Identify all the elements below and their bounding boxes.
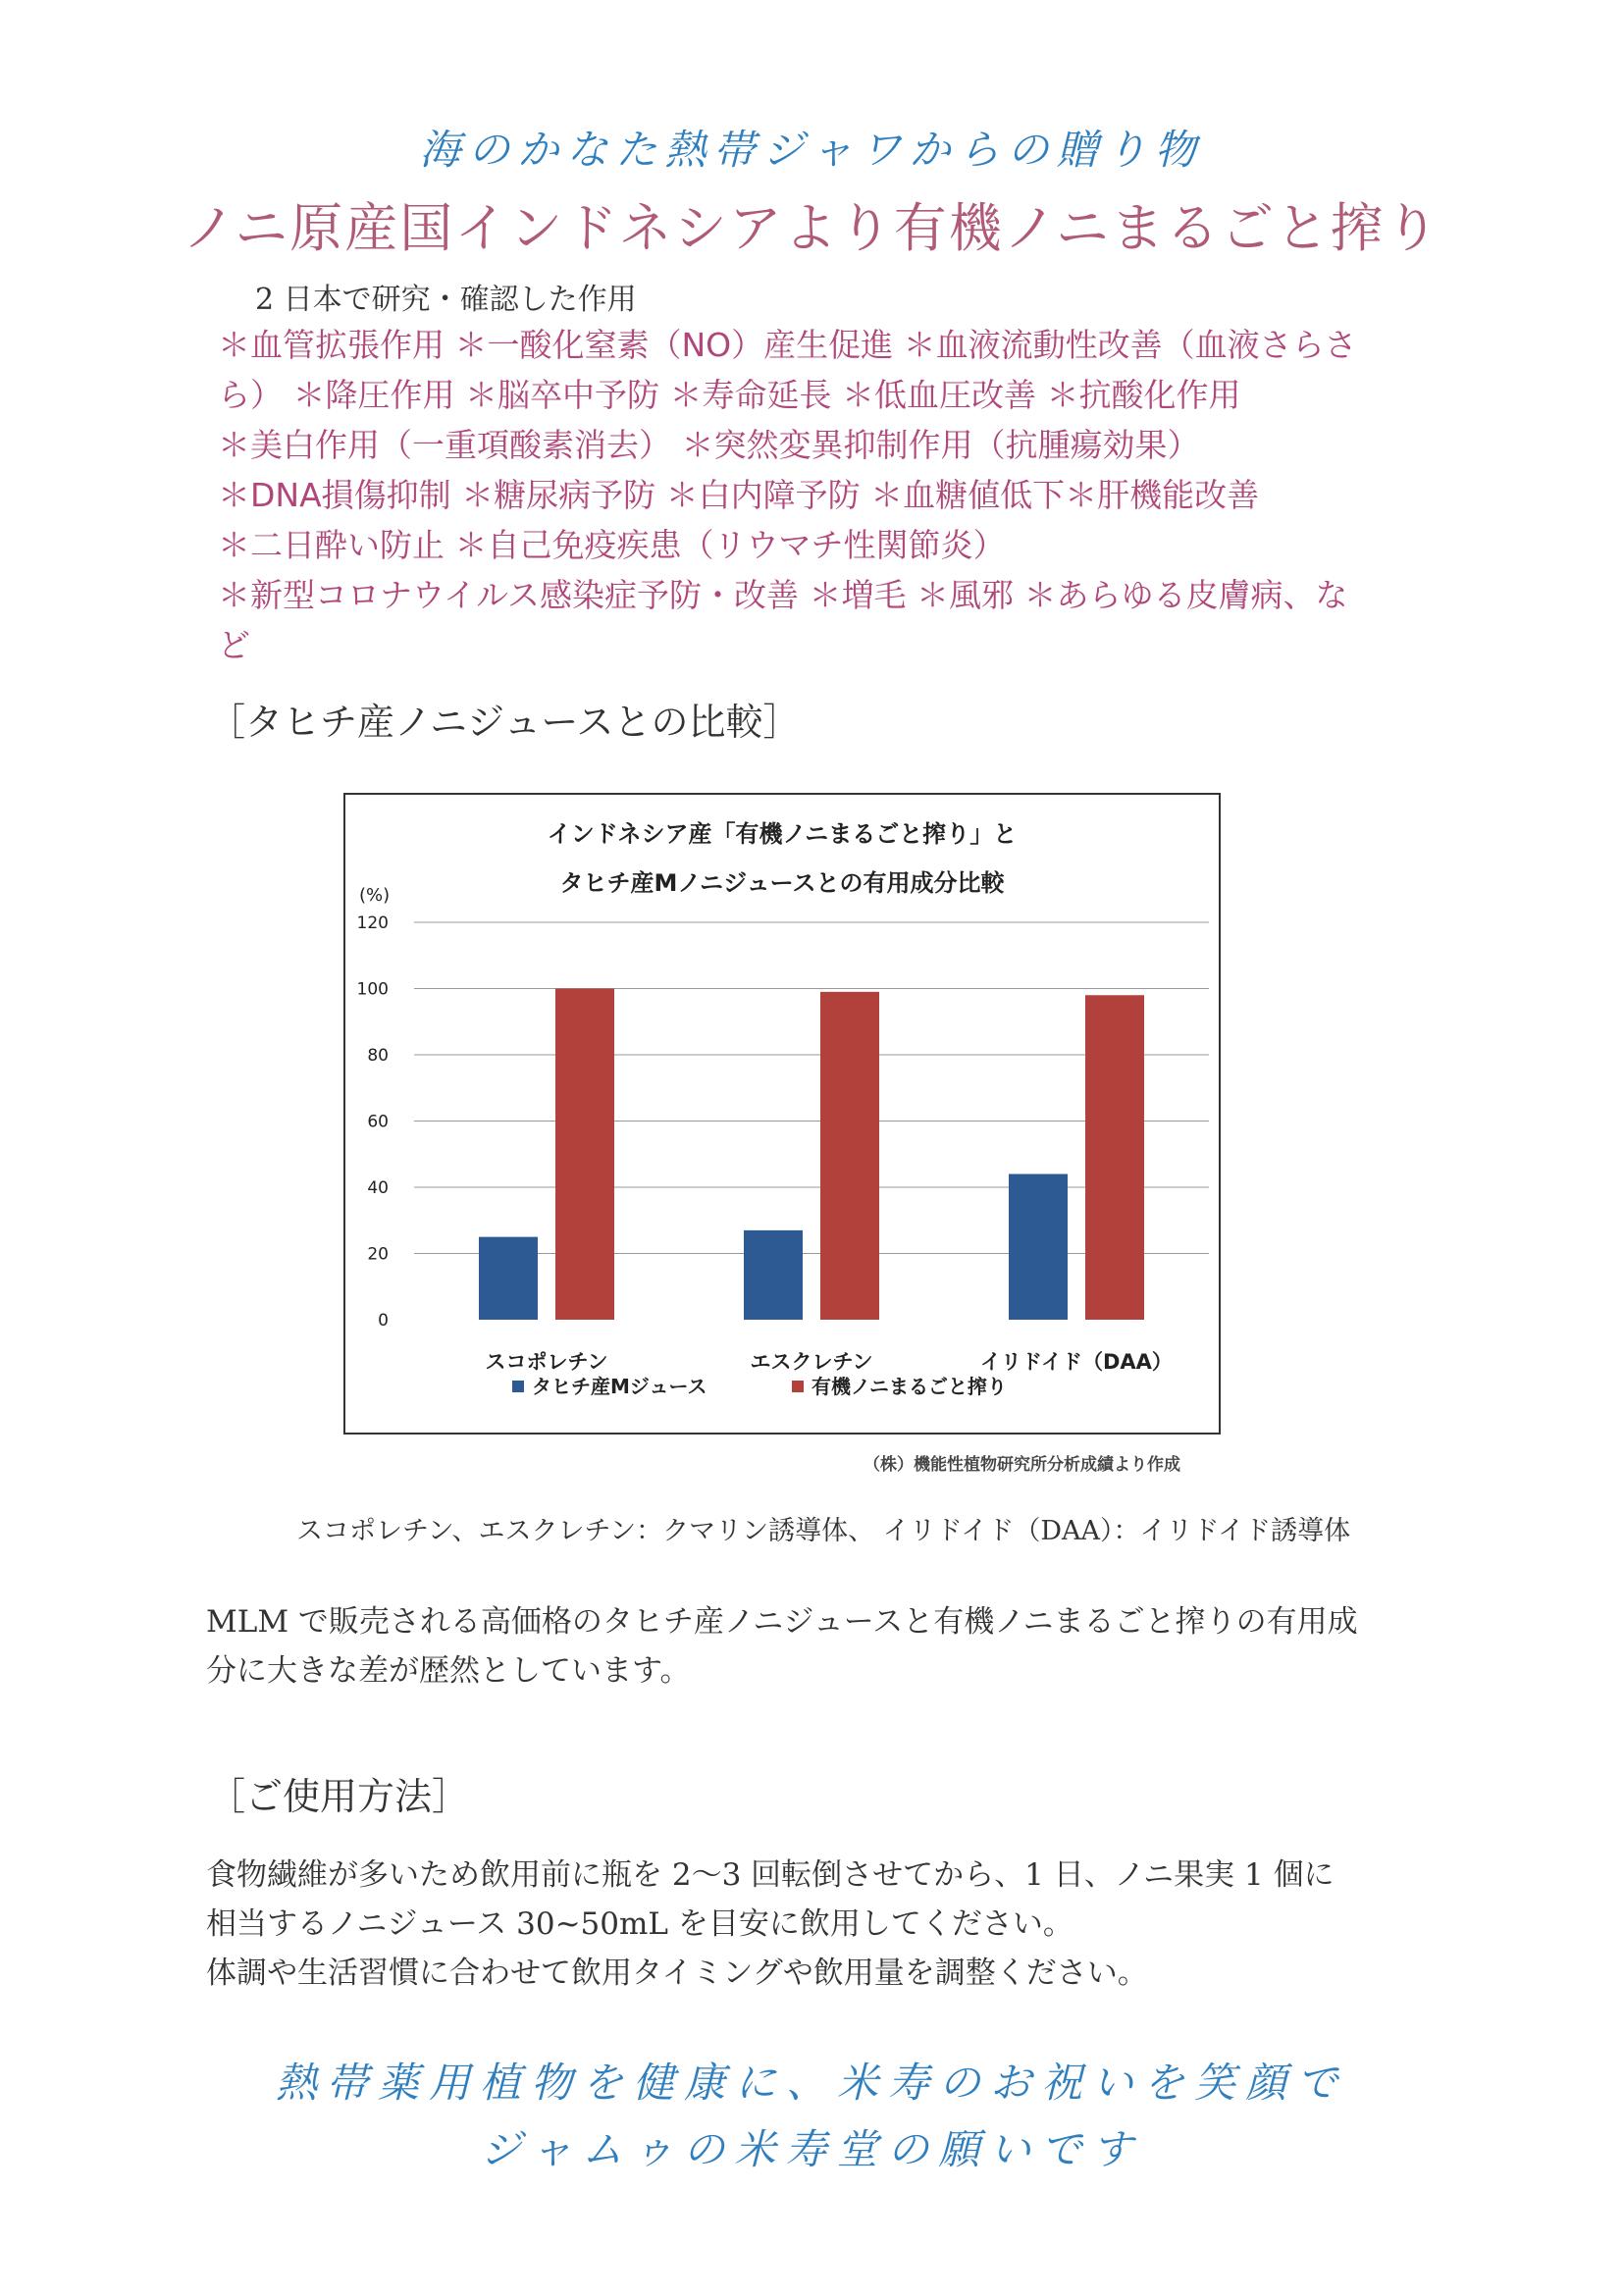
legend-label: 有機ノニまるごと搾り [812,1375,1007,1398]
usage-line: 相当するノニジュース 30~50mL を目安に飲用してください。 [206,1906,1073,1942]
legend [512,1375,1007,1398]
x-category-label: イリドイド（DAA） [980,1350,1173,1374]
compound-note: スコポレチン、エスクレチン：クマリン誘導体、 イリドイド（DAA）：イリドイド誘導体 [296,1516,1351,1546]
comparison-paragraph [206,1597,1423,1696]
y-tick-label: 60 [367,1112,389,1132]
paragraph-line: MLM で販売される高価格のタヒチ産ノニジュースと有機ノニまるごと搾りの有用成 [206,1604,1358,1640]
y-tick-label: 20 [367,1244,389,1265]
closing-line-2: ジャムゥの米寿堂の願いです [480,2125,1143,2173]
legend-swatch [792,1381,804,1392]
chart-source: （株）機能性植物研究所分析成績より作成 [864,1455,1180,1475]
usage-line: 体調や生活習慣に合わせて飲用タイミングや飲用量を調整ください。 [206,1956,1148,1991]
effects-line: ら） ＊降圧作用 ＊脳卒中予防 ＊寿命延長 ＊低血圧改善 ＊抗酸化作用 [218,376,1241,414]
legend-swatch [512,1381,524,1392]
bars [479,989,1144,1321]
bar-tahiti [1009,1174,1068,1321]
paragraph-line: 分に大きな差が歴然としています。 [206,1653,691,1689]
effects-line: ＊新型コロナウイルス感染症予防・改善 ＊増毛 ＊風邪 ＊あらゆる皮膚病、など [218,576,1348,664]
y-tick-label: 100 [356,979,389,1000]
x-category-label: エスクレチン [750,1350,873,1374]
x-category-label: スコポレチン [485,1350,608,1374]
usage-heading: ［ご使用方法］ [208,1775,470,1818]
bar-organic [1085,995,1144,1320]
bar-organic [555,989,614,1321]
chart-title-line-2: タヒチ産Mノニジュースとの有用成分比較 [559,869,1005,897]
closing-line-1: 熱帯薬用植物を健康に、米寿のお祝いを笑顔で [275,2059,1347,2107]
bar-organic [820,992,879,1320]
effects-line: ＊美白作用（一重項酸素消去） ＊突然変異抑制作用（抗腫瘍効果） [218,426,1200,464]
usage-line: 食物繊維が多いため飲用前に瓶を 2〜3 回転倒させてから、1 日、ノニ果実 1 個に [206,1857,1335,1893]
y-tick-label: 80 [367,1046,389,1066]
effects-line: ＊二日酔い防止 ＊自己免疫疾患（リウマチ性関節炎） [218,526,1006,564]
headline: ノニ原産国インドネシアより有機ノニまるごと搾り [182,197,1441,259]
y-tick-label: 40 [367,1178,389,1198]
legend-label: タヒチ産Mジュース [532,1375,707,1398]
bar-tahiti [744,1230,803,1320]
effects-heading: 2 日本で研究・確認した作用 [255,283,637,317]
bar-chart-svg [345,795,1219,1433]
chart-title-line-1: インドネシア産「有機ノニまるごと搾り」と [547,820,1018,848]
tagline: 海のかなた熱帯ジャワからの贈り物 [419,126,1204,174]
bar-tahiti [479,1237,538,1320]
effects-list [218,320,1376,670]
y-tick-label: 120 [356,913,389,933]
y-tick-label: 0 [378,1311,389,1331]
effects-line: ＊血管拡張作用 ＊一酸化窒素（NO）産生促進 ＊血液流動性改善（血液さらさ [218,326,1357,364]
comparison-heading: ［タヒチ産ノニジュースとの比較］ [208,701,801,744]
y-axis-label: (%) [359,885,391,906]
usage-text [206,1851,1423,1998]
comparison-chart [343,793,1221,1435]
effects-line: ＊DNA損傷抑制 ＊糖尿病予防 ＊白内障予防 ＊血糖値低下＊肝機能改善 [218,476,1260,514]
